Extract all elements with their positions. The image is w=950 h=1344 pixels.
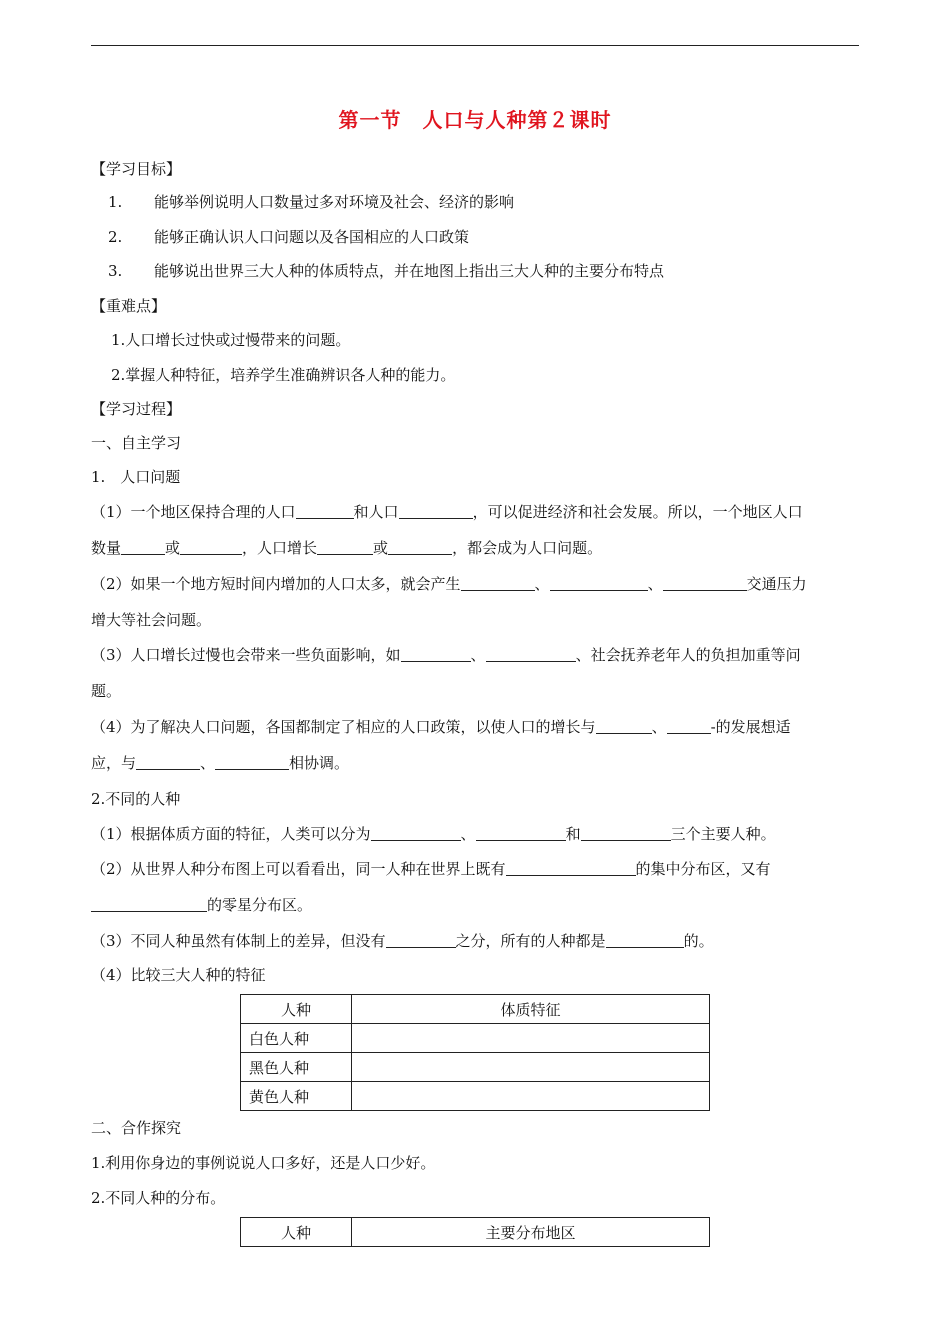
text: （1）根据体质方面的特征，人类可以分为 <box>91 825 371 843</box>
text: （3）不同人种虽然有体制上的差异，但没有 <box>91 932 386 950</box>
objectives-heading: 【学习目标】 <box>91 160 182 178</box>
table-header: 人种 <box>241 995 352 1024</box>
text: 三个主要人种。 <box>670 825 776 843</box>
answer-blank[interactable] <box>476 824 566 841</box>
objective-text: 能够说出世界三大人种的体质特点，并在地图上指出三大人种的主要分布特点 <box>154 262 665 280</box>
objective-text: 能够正确认识人口问题以及各国相应的人口政策 <box>154 228 470 246</box>
answer-cell[interactable] <box>352 1082 710 1111</box>
answer-blank[interactable] <box>506 859 636 876</box>
answer-blank[interactable] <box>215 753 289 770</box>
answer-cell[interactable] <box>352 1024 710 1053</box>
objective-num: 2. <box>108 228 123 246</box>
text: （4）为了解决人口问题，各国都制定了相应的人口政策，以使人口的增长与 <box>91 718 596 736</box>
text: （3）人口增长过慢也会带来一些负面影响，如 <box>91 646 401 664</box>
text: 、 <box>200 754 216 772</box>
text: 交通压力 <box>746 575 807 593</box>
text: ，人口增长 <box>242 539 318 557</box>
key-point-1: 1.人口增长过快或过慢带来的问题。 <box>111 331 351 349</box>
q1-p3 <box>91 644 801 666</box>
answer-blank[interactable] <box>461 574 535 591</box>
cooperation-q2: 2.不同人种的分布。 <box>91 1189 226 1207</box>
table-cell: 黑色人种 <box>241 1053 352 1082</box>
text: 相协调。 <box>289 754 350 772</box>
text: 和 <box>565 825 581 843</box>
answer-blank[interactable] <box>371 824 461 841</box>
table-cell: 白色人种 <box>241 1024 352 1053</box>
key-point-2: 2.掌握人种特征，培养学生准确辨识各人种的能力。 <box>111 366 456 384</box>
q1-p2 <box>91 573 807 595</box>
table-header: 人种 <box>241 1218 352 1247</box>
answer-blank[interactable] <box>596 717 652 734</box>
text: 或 <box>373 539 389 557</box>
cooperation-q1: 1.利用你身边的事例说说人口多好，还是人口少好。 <box>91 1154 436 1172</box>
q1-p3-cont: 题。 <box>91 682 122 700</box>
table-cell: 黄色人种 <box>241 1082 352 1111</box>
table-header-row <box>241 1218 710 1247</box>
text: （2）从世界人种分布图上可以看看出，同一人种在世界上既有 <box>91 860 506 878</box>
objective-num: 1. <box>108 193 123 211</box>
part-1-heading: 一、自主学习 <box>91 434 182 452</box>
answer-blank[interactable] <box>663 574 747 591</box>
text: 的零星分布区。 <box>207 896 313 914</box>
text: 、社会抚养老年人的负担加重等问 <box>575 646 801 664</box>
answer-blank[interactable] <box>399 502 473 519</box>
objective-text: 能够举例说明人口数量过多对环境及社会、经济的影响 <box>154 193 515 211</box>
part-2-heading: 二、合作探究 <box>91 1119 182 1137</box>
answer-blank[interactable] <box>388 538 452 555</box>
header-rule <box>91 45 859 46</box>
answer-blank[interactable] <box>121 538 165 555</box>
answer-blank[interactable] <box>296 502 354 519</box>
answer-blank[interactable] <box>581 824 671 841</box>
text: 的。 <box>683 932 714 950</box>
process-heading: 【学习过程】 <box>91 400 182 418</box>
page-title: 第一节 人口与人种第２课时 <box>338 108 612 132</box>
q1-title: 1. 人口问题 <box>91 468 181 486</box>
text: ，可以促进经济和社会发展。所以，一个地区人口 <box>472 503 803 521</box>
text: 的集中分布区，又有 <box>635 860 771 878</box>
table-header-row <box>241 995 710 1024</box>
q1-p1 <box>91 501 803 523</box>
text: 、 <box>647 575 663 593</box>
race-traits-table <box>240 994 710 1111</box>
q1-p4 <box>91 716 791 738</box>
answer-blank[interactable] <box>136 753 200 770</box>
text: -的发展想适 <box>710 718 791 736</box>
text: 之分，所有的人种都是 <box>455 932 606 950</box>
answer-blank[interactable] <box>667 717 711 734</box>
key-points-heading: 【重难点】 <box>91 297 167 315</box>
text: 、 <box>534 575 550 593</box>
answer-blank[interactable] <box>486 645 576 662</box>
answer-blank[interactable] <box>317 538 373 555</box>
text: 、 <box>651 718 667 736</box>
table-row <box>241 1024 710 1053</box>
text: 、 <box>470 646 486 664</box>
q2-p4: （4）比较三大人种的特征 <box>91 966 266 984</box>
q1-p1-cont <box>91 537 602 559</box>
q2-title: 2.不同的人种 <box>91 790 181 808</box>
text: ，都会成为人口问题。 <box>452 539 603 557</box>
answer-blank[interactable] <box>180 538 242 555</box>
text: 和人口 <box>353 503 399 521</box>
table-row <box>241 1082 710 1111</box>
q1-p4-cont <box>91 752 349 774</box>
answer-cell[interactable] <box>352 1053 710 1082</box>
answer-blank[interactable] <box>91 895 207 912</box>
q2-p2-cont <box>91 894 312 916</box>
text: （1）一个地区保持合理的人口 <box>91 503 296 521</box>
objective-num: 3. <box>108 262 123 280</box>
q2-p2 <box>91 858 771 880</box>
table-header: 主要分布地区 <box>352 1218 710 1247</box>
text: （2）如果一个地方短时间内增加的人口太多，就会产生 <box>91 575 461 593</box>
text: 、 <box>460 825 476 843</box>
q2-p3 <box>91 930 714 952</box>
objective-item-3 <box>108 260 664 282</box>
answer-blank[interactable] <box>401 645 471 662</box>
table-header: 体质特征 <box>352 995 710 1024</box>
text: 数量 <box>91 539 122 557</box>
q1-p2-cont: 增大等社会问题。 <box>91 611 212 629</box>
q2-p1 <box>91 823 776 845</box>
answer-blank[interactable] <box>386 931 456 948</box>
objective-item-1 <box>108 191 514 213</box>
text: 应，与 <box>91 754 137 772</box>
objective-item-2 <box>108 226 469 248</box>
answer-blank[interactable] <box>606 931 684 948</box>
answer-blank[interactable] <box>550 574 648 591</box>
race-distribution-table <box>240 1217 710 1247</box>
text: 或 <box>165 539 181 557</box>
table-row <box>241 1053 710 1082</box>
